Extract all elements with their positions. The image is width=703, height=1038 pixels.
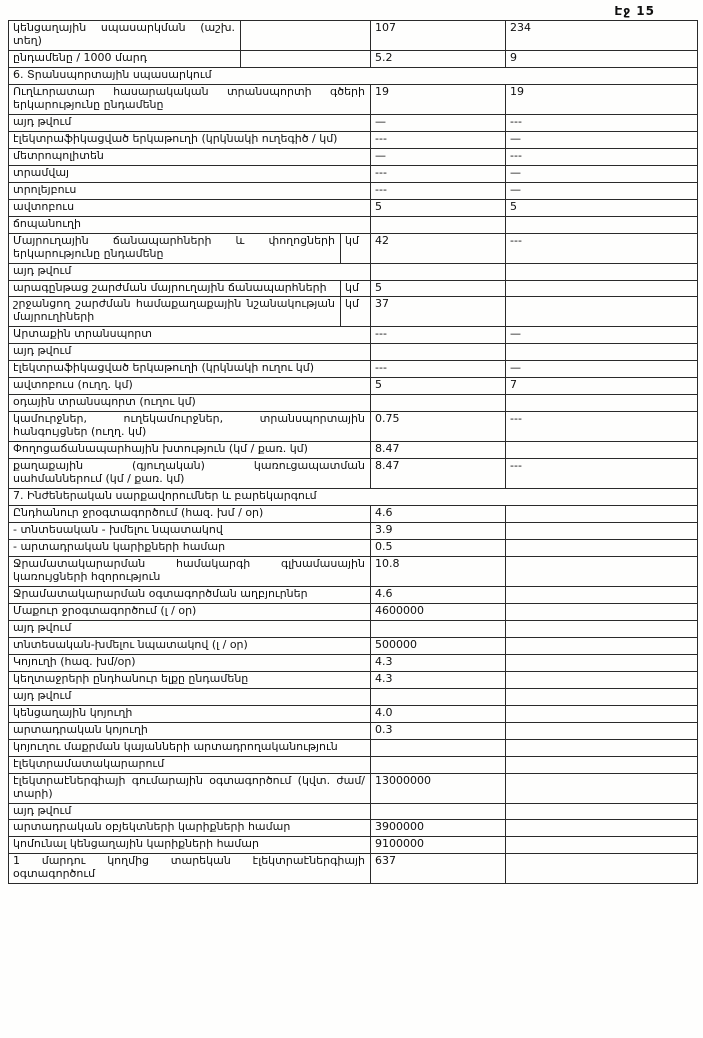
- row-label-cell: ավտոբուս (ուղղ. կմ): [9, 378, 371, 395]
- value-2-cell: [506, 654, 698, 671]
- value-1-cell: ---: [371, 182, 506, 199]
- value-1-cell: 4.3: [371, 671, 506, 688]
- table-row: [9, 506, 698, 523]
- row-label-cell: - արտադրական կարիքների համար: [9, 540, 371, 557]
- table-row: [9, 233, 698, 263]
- row-label-cell: այդ թվում: [9, 688, 371, 705]
- value-1-cell: 5: [371, 199, 506, 216]
- value-2-cell: ---: [506, 148, 698, 165]
- section-header-cell: 6. Տրանսպորտային սպասարկում: [9, 67, 698, 84]
- value-2-cell: [506, 620, 698, 637]
- value-1-cell: 4.6: [371, 586, 506, 603]
- value-2-cell: [506, 280, 698, 297]
- value-1-cell: [371, 395, 506, 412]
- row-label-cell: տրոլեյբուս: [9, 182, 371, 199]
- row-label-cell: Ջրամատակարարման համակարգի գլխամասային կառույցների հզորություն: [9, 556, 371, 586]
- value-1-cell: 4.6: [371, 506, 506, 523]
- row-label-cell: արտադրական օբյեկտների կարիքների համար: [9, 820, 371, 837]
- row-label-cell: Արտաքին տրանսպորտ: [9, 327, 371, 344]
- page-number: Էջ 15: [614, 4, 655, 18]
- value-2-cell: [506, 854, 698, 884]
- value-1-cell: 10.8: [371, 556, 506, 586]
- value-2-cell: [506, 263, 698, 280]
- row-label-cell: 1 մարդու կողմից տարեկան էլեկտրաէներգիայի օգտագործում: [9, 854, 371, 884]
- row-label-cell: Ընդհանուր ջրօգտագործում (հազ. խմ / օր): [9, 506, 371, 523]
- table-row: [9, 165, 698, 182]
- value-2-cell: 19: [506, 84, 698, 114]
- unit-cell: կմ: [341, 280, 371, 297]
- value-1-cell: 0.75: [371, 412, 506, 442]
- row-label-cell: այդ թվում: [9, 620, 371, 637]
- table-row: [9, 671, 698, 688]
- row-label-cell: Ջրամատակարարման օգտագործման աղբյուրներ: [9, 586, 371, 603]
- section-header-cell: 7. Ինժեներական սարքավորումներ և բարեկարգում: [9, 489, 698, 506]
- row-label-cell: ճոպանուղի: [9, 216, 371, 233]
- value-1-cell: [371, 620, 506, 637]
- row-label-cell: տնտեսական-խմելու նպատակով (լ / օր): [9, 637, 371, 654]
- table-row: [9, 114, 698, 131]
- table-row: [9, 344, 698, 361]
- value-1-cell: 8.47: [371, 442, 506, 459]
- table-row: [9, 361, 698, 378]
- row-label-cell: Ուղևորատար հասարակական տրանսպորտի գծերի երկարությունը ընդամենը: [9, 84, 371, 114]
- row-label-cell: կեղտաջրերի ընդհանուր ելքը ընդամենը: [9, 671, 371, 688]
- row-label-cell: Մայրուղային ճանապարհների և փողոցների երկարությունը ընդամենը: [9, 233, 341, 263]
- table-row: [9, 722, 698, 739]
- value-2-cell: [506, 688, 698, 705]
- row-label-cell: արագընթաց շարժման մայրուղային ճանապարհների: [9, 280, 341, 297]
- table-row: [9, 705, 698, 722]
- row-label-cell: Փողոցաճանապարհային խտություն (կմ / քառ. կմ): [9, 442, 371, 459]
- unit-cell: կմ: [341, 233, 371, 263]
- value-2-cell: [506, 705, 698, 722]
- value-2-cell: [506, 837, 698, 854]
- row-label-cell: տրամվայ: [9, 165, 371, 182]
- value-2-cell: [506, 820, 698, 837]
- value-1-cell: 13000000: [371, 773, 506, 803]
- value-2-cell: 7: [506, 378, 698, 395]
- value-1-cell: 107: [371, 21, 506, 51]
- row-label-cell: այդ թվում: [9, 114, 371, 131]
- row-label-cell: այդ թվում: [9, 263, 371, 280]
- row-label-cell: կենցաղային կոյուղի: [9, 705, 371, 722]
- value-1-cell: 19: [371, 84, 506, 114]
- value-2-cell: [506, 739, 698, 756]
- value-1-cell: 4.3: [371, 654, 506, 671]
- value-2-cell: [506, 540, 698, 557]
- value-1-cell: ---: [371, 131, 506, 148]
- row-label-cell: շրջանցող շարժման համաքաղաքային նշանակության մայրուղիների: [9, 297, 341, 327]
- value-1-cell: 4.0: [371, 705, 506, 722]
- table-row: [9, 148, 698, 165]
- value-1-cell: 37: [371, 297, 506, 327]
- indicators-table-body: [9, 21, 698, 884]
- value-2-cell: —: [506, 165, 698, 182]
- value-1-cell: ---: [371, 327, 506, 344]
- value-2-cell: [506, 216, 698, 233]
- value-1-cell: [371, 739, 506, 756]
- value-2-cell: [506, 671, 698, 688]
- value-2-cell: [506, 297, 698, 327]
- table-row: [9, 412, 698, 442]
- table-row: [9, 182, 698, 199]
- row-label-cell: այդ թվում: [9, 344, 371, 361]
- value-1-cell: 4600000: [371, 603, 506, 620]
- table-row: [9, 756, 698, 773]
- value-2-cell: [506, 523, 698, 540]
- value-2-cell: [506, 395, 698, 412]
- value-1-cell: 5.2: [371, 50, 506, 67]
- table-row: [9, 327, 698, 344]
- value-1-cell: ---: [371, 165, 506, 182]
- table-row: [9, 637, 698, 654]
- table-row: [9, 820, 698, 837]
- value-2-cell: [506, 506, 698, 523]
- table-row: [9, 378, 698, 395]
- spacer-cell: [241, 50, 371, 67]
- value-1-cell: 0.5: [371, 540, 506, 557]
- row-label-cell: ավտոբուս: [9, 199, 371, 216]
- value-1-cell: [371, 688, 506, 705]
- indicators-table: [8, 20, 698, 884]
- row-label-cell: այդ թվում: [9, 803, 371, 820]
- section-header-row: [9, 489, 698, 506]
- table-row: [9, 803, 698, 820]
- value-1-cell: ---: [371, 361, 506, 378]
- unit-cell: կմ: [341, 297, 371, 327]
- value-1-cell: 42: [371, 233, 506, 263]
- value-2-cell: 234: [506, 21, 698, 51]
- row-label-cell: օդային տրանսպորտ (ուղու կմ): [9, 395, 371, 412]
- row-label-cell: կենցաղային սպասարկման (աշխ. տեղ): [9, 21, 241, 51]
- value-2-cell: —: [506, 182, 698, 199]
- value-1-cell: 637: [371, 854, 506, 884]
- value-1-cell: 3.9: [371, 523, 506, 540]
- row-label-cell: Մաքուր ջրօգտագործում (լ / օր): [9, 603, 371, 620]
- value-1-cell: [371, 803, 506, 820]
- table-row: [9, 442, 698, 459]
- row-label-cell: - տնտեսական - խմելու նպատակով: [9, 523, 371, 540]
- table-row: [9, 540, 698, 557]
- table-row: [9, 395, 698, 412]
- section-header-row: [9, 67, 698, 84]
- value-1-cell: [371, 344, 506, 361]
- row-label-cell: կամուրջներ, ուղեկամուրջներ, տրանսպորտային հանգույցներ (ուղղ. կմ): [9, 412, 371, 442]
- table-row: [9, 620, 698, 637]
- table-row: [9, 280, 698, 297]
- table-row: [9, 654, 698, 671]
- table-row: [9, 739, 698, 756]
- value-2-cell: ---: [506, 459, 698, 489]
- table-row: [9, 297, 698, 327]
- value-1-cell: —: [371, 114, 506, 131]
- value-2-cell: [506, 586, 698, 603]
- value-2-cell: [506, 773, 698, 803]
- row-label-cell: արտադրական կոյուղի: [9, 722, 371, 739]
- row-label-cell: կոմունալ կենցաղային կարիքների համար: [9, 837, 371, 854]
- row-label-cell: կոյուղու մաքրման կայանների արտադրողականություն: [9, 739, 371, 756]
- value-2-cell: ---: [506, 412, 698, 442]
- row-label-cell: քաղաքային (գյուղական) կառուցապատման սահմաններում (կմ / քառ. կմ): [9, 459, 371, 489]
- table-row: [9, 21, 698, 51]
- spacer-cell: [241, 21, 371, 51]
- table-row: [9, 459, 698, 489]
- table-row: [9, 556, 698, 586]
- table-row: [9, 688, 698, 705]
- table-row: [9, 586, 698, 603]
- table-row: [9, 50, 698, 67]
- value-2-cell: [506, 803, 698, 820]
- value-2-cell: —: [506, 327, 698, 344]
- row-label-cell: էլեկտրաէներգիայի գումարային օգտագործում (կվտ. ժամ/տարի): [9, 773, 371, 803]
- table-row: [9, 837, 698, 854]
- value-2-cell: 5: [506, 199, 698, 216]
- table-row: [9, 216, 698, 233]
- table-row: [9, 854, 698, 884]
- value-2-cell: [506, 722, 698, 739]
- value-1-cell: 500000: [371, 637, 506, 654]
- value-2-cell: [506, 344, 698, 361]
- row-label-cell: մետրոպոլիտեն: [9, 148, 371, 165]
- value-1-cell: —: [371, 148, 506, 165]
- row-label-cell: էլեկտրամատակարարում: [9, 756, 371, 773]
- value-1-cell: [371, 216, 506, 233]
- table-row: [9, 199, 698, 216]
- value-2-cell: [506, 442, 698, 459]
- value-1-cell: [371, 756, 506, 773]
- value-1-cell: 3900000: [371, 820, 506, 837]
- value-1-cell: 9100000: [371, 837, 506, 854]
- value-2-cell: [506, 637, 698, 654]
- value-1-cell: [371, 263, 506, 280]
- row-label-cell: ընդամենը / 1000 մարդ: [9, 50, 241, 67]
- value-2-cell: —: [506, 131, 698, 148]
- table-row: [9, 84, 698, 114]
- table-row: [9, 773, 698, 803]
- table-row: [9, 131, 698, 148]
- row-label-cell: էլեկտրաֆիկացված երկաթուղի (կրկնակի ուղեգիծ / կմ): [9, 131, 371, 148]
- value-1-cell: 0.3: [371, 722, 506, 739]
- value-1-cell: 5: [371, 378, 506, 395]
- table-row: [9, 523, 698, 540]
- value-2-cell: [506, 756, 698, 773]
- value-2-cell: ---: [506, 233, 698, 263]
- row-label-cell: էլեկտրաֆիկացված երկաթուղի (կրկնակի ուղու կմ): [9, 361, 371, 378]
- row-label-cell: Կոյուղի (հազ. խմ/օր): [9, 654, 371, 671]
- value-1-cell: 5: [371, 280, 506, 297]
- value-2-cell: [506, 556, 698, 586]
- value-2-cell: ---: [506, 114, 698, 131]
- value-2-cell: [506, 603, 698, 620]
- value-1-cell: 8.47: [371, 459, 506, 489]
- value-2-cell: 9: [506, 50, 698, 67]
- table-row: [9, 603, 698, 620]
- table-row: [9, 263, 698, 280]
- value-2-cell: —: [506, 361, 698, 378]
